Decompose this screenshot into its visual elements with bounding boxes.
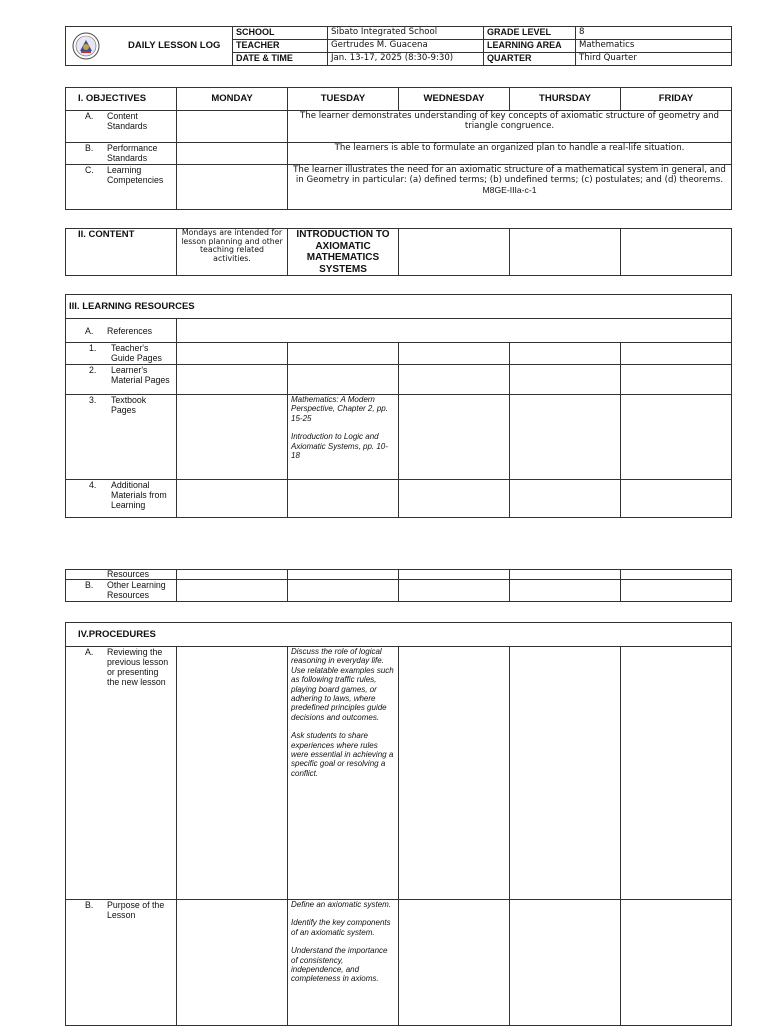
learning-resources-table: [65, 294, 732, 518]
content-standards-text: Content Standards: [107, 111, 148, 131]
learning-area-value: Mathematics: [576, 40, 732, 53]
performance-standards-monday: [177, 143, 288, 165]
daily-lesson-log-title: DAILY LESSON LOG: [128, 40, 221, 51]
tg-tuesday: [288, 343, 399, 365]
teachers-guide-label: [66, 343, 177, 365]
textbook-pages-tuesday: [288, 395, 399, 480]
additional-materials-text: Additional Materials from Learning: [111, 480, 167, 510]
procedures-table: [65, 622, 732, 1026]
day-header-friday: FRIDAY: [621, 88, 732, 111]
tg-friday: [621, 343, 732, 365]
reviewing-lesson-label: [66, 647, 177, 900]
learners-material-text: Learner's Material Pages: [111, 365, 170, 385]
reviewing-lesson-text: Reviewing the previous lesson or presenting the new lesson: [107, 647, 169, 687]
rl-thursday: [510, 647, 621, 900]
content-thursday: [510, 229, 621, 276]
content-tuesday: INTRODUCTION TO AXIOMATIC MATHEMATICS SYSTEMS: [288, 229, 399, 276]
textbook-reference-2: Introduction to Logic and Axiomatic Systems, pp. 10-18: [291, 432, 388, 461]
quarter-label: QUARTER: [484, 53, 576, 66]
teachers-guide-text: Teacher's Guide Pages: [111, 343, 162, 363]
am-thursday: [510, 480, 621, 518]
procedures-heading: IV.PROCEDURES: [66, 623, 732, 647]
rc-tuesday: [288, 570, 399, 580]
date-time-value: Jan. 13-17, 2025 (8:30-9:30): [328, 53, 484, 66]
performance-standards-value: The learners is able to formulate an organized plan to handle a real-life situation.: [288, 143, 732, 165]
rl-friday: [621, 647, 732, 900]
content-standards-value: The learner demonstrates understanding of key concepts of axiomatic structure of geometry and triangle congruence.: [288, 111, 732, 143]
learning-competencies-value: [288, 165, 732, 210]
purpose-item-3: Understand the importance of consistency, independence, and completeness in axioms.: [291, 946, 388, 984]
learning-resources-heading: III. LEARNING RESOURCES: [66, 295, 732, 319]
tb-wednesday: [399, 395, 510, 480]
references-text: References: [107, 325, 152, 336]
performance-standards-label: [66, 143, 177, 165]
resources-continued-table: [65, 569, 732, 602]
or-monday: [177, 580, 288, 602]
resources-continued-text: Resources: [107, 569, 150, 579]
school-value: Sibato Integrated School: [328, 27, 484, 40]
reviewing-activity-2: Ask students to share experiences where rules were essential in achieving a specific goal or resolving a conflict.: [291, 731, 394, 778]
header-title-cell: [66, 27, 233, 66]
am-tuesday: [288, 480, 399, 518]
other-learning-resources-label: [66, 580, 177, 602]
grade-level-label: GRADE LEVEL: [484, 27, 576, 40]
content-friday: [621, 229, 732, 276]
pl-friday: [621, 900, 732, 1026]
rl-monday: [177, 647, 288, 900]
day-header-thursday: THURSDAY: [510, 88, 621, 111]
lm-thursday: [510, 365, 621, 395]
pl-thursday: [510, 900, 621, 1026]
learning-competencies-label: [66, 165, 177, 210]
date-time-label: DATE & TIME: [233, 53, 328, 66]
tg-wednesday: [399, 343, 510, 365]
lm-monday: [177, 365, 288, 395]
day-header-tuesday: TUESDAY: [288, 88, 399, 111]
rc-thursday: [510, 570, 621, 580]
am-monday: [177, 480, 288, 518]
textbook-pages-text: Textbook Pages: [111, 395, 147, 415]
header-table: [65, 26, 732, 66]
lm-wednesday: [399, 365, 510, 395]
learning-competencies-description: The learner illustrates the need for an axiomatic structure of a mathematical system in general, and in Geometry in particular: (a) defined terms; (b) undefined terms; (c) postulates; and (d) theorems.: [293, 165, 726, 185]
learning-competencies-text: Learning Competencies: [107, 165, 164, 185]
reviewing-activity-1: Discuss the role of logical reasoning in everyday life. Use relatable examples such as following traffic rules, playing board games, or adhering to laws, where predefined principles guide decisions and outcomes.: [291, 647, 394, 722]
or-wednesday: [399, 580, 510, 602]
learners-material-label: [66, 365, 177, 395]
rc-friday: [621, 570, 732, 580]
reviewing-lesson-letter: A.: [85, 647, 94, 657]
learners-material-number: 2.: [89, 365, 97, 375]
rl-wednesday: [399, 647, 510, 900]
pl-monday: [177, 900, 288, 1026]
day-header-wednesday: WEDNESDAY: [399, 88, 510, 111]
teacher-value: Gertrudes M. Guacena: [328, 40, 484, 53]
reviewing-lesson-tuesday: [288, 647, 399, 900]
deped-seal-icon: [72, 32, 100, 60]
content-wednesday: [399, 229, 510, 276]
day-header-monday: MONDAY: [177, 88, 288, 111]
rc-wednesday: [399, 570, 510, 580]
school-label: SCHOOL: [233, 27, 328, 40]
learning-competencies-monday: [177, 165, 288, 210]
content-heading: II. CONTENT: [66, 229, 177, 276]
tb-friday: [621, 395, 732, 480]
purpose-item-1: Define an axiomatic system.: [291, 900, 392, 909]
teachers-guide-number: 1.: [89, 343, 97, 353]
references-letter: A.: [85, 325, 94, 336]
am-friday: [621, 480, 732, 518]
content-standards-letter: A.: [85, 111, 94, 121]
purpose-lesson-tuesday: [288, 900, 399, 1026]
content-standards-monday: [177, 111, 288, 143]
learning-competencies-letter: C.: [85, 165, 94, 175]
objectives-heading: I. OBJECTIVES: [66, 88, 177, 111]
teacher-label: TEACHER: [233, 40, 328, 53]
purpose-lesson-letter: B.: [85, 900, 94, 910]
textbook-pages-number: 3.: [89, 395, 97, 405]
textbook-reference-1: Mathematics: A Modern Perspective, Chapter 2, pp. 15-25: [291, 395, 388, 423]
or-friday: [621, 580, 732, 602]
or-thursday: [510, 580, 621, 602]
other-resources-text: Other Learning Resources: [107, 580, 166, 600]
purpose-item-2: Identify the key components of an axiomatic system.: [291, 918, 391, 937]
lm-friday: [621, 365, 732, 395]
content-monday: Mondays are intended for lesson planning and other teaching related activities.: [177, 229, 288, 276]
additional-materials-number: 4.: [89, 480, 97, 490]
textbook-pages-label: [66, 395, 177, 480]
performance-standards-text: Performance Standards: [107, 143, 158, 163]
tb-thursday: [510, 395, 621, 480]
resources-continued-label: [66, 570, 177, 580]
lm-tuesday: [288, 365, 399, 395]
pl-wednesday: [399, 900, 510, 1026]
content-standards-label: [66, 111, 177, 143]
rc-monday: [177, 570, 288, 580]
content-table: [65, 228, 732, 276]
tg-thursday: [510, 343, 621, 365]
competency-code: M8GE-IIIa-c-1: [482, 185, 537, 195]
tg-monday: [177, 343, 288, 365]
objectives-table: [65, 87, 732, 210]
grade-level-value: 8: [576, 27, 732, 40]
purpose-lesson-label: [66, 900, 177, 1026]
purpose-lesson-text: Purpose of the Lesson: [107, 900, 165, 920]
references-value: [177, 319, 732, 343]
am-wednesday: [399, 480, 510, 518]
additional-materials-label: [66, 480, 177, 518]
tb-monday: [177, 395, 288, 480]
learning-area-label: LEARNING AREA: [484, 40, 576, 53]
quarter-value: Third Quarter: [576, 53, 732, 66]
or-tuesday: [288, 580, 399, 602]
performance-standards-letter: B.: [85, 143, 94, 153]
other-resources-letter: B.: [85, 580, 94, 590]
references-label: [66, 319, 177, 343]
